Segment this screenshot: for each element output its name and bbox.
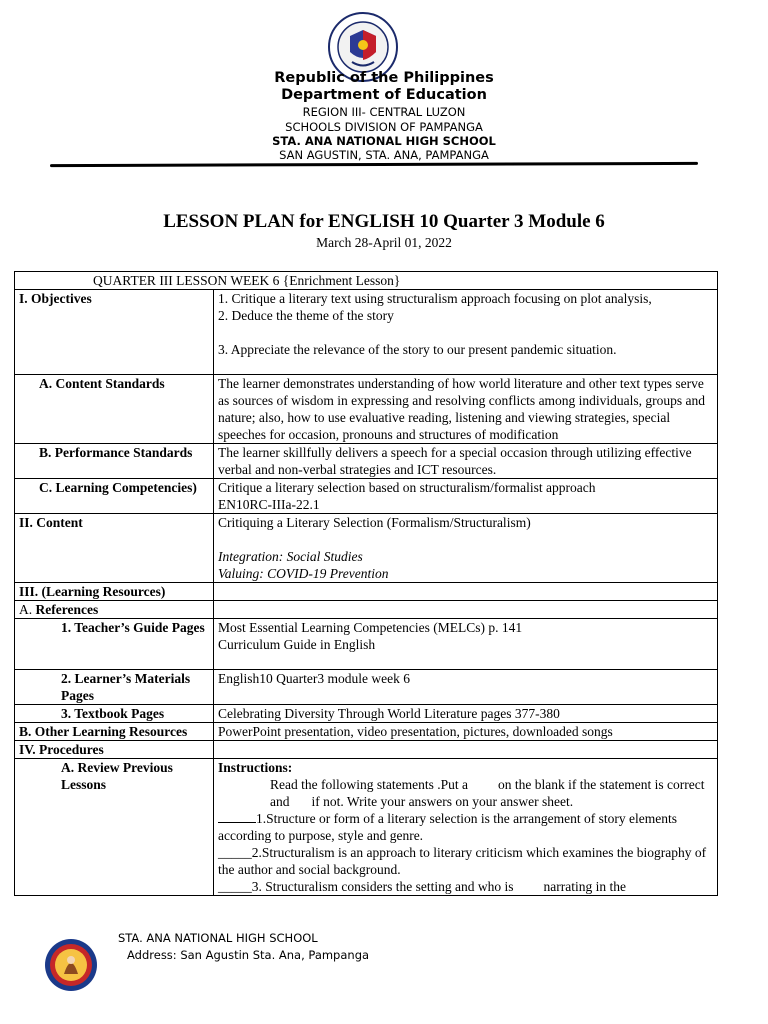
learning-competencies-label: C. Learning Competencies) [15, 479, 214, 514]
textbook-label: 3. Textbook Pages [15, 705, 214, 723]
school-seal-logo [44, 938, 98, 992]
table-row [15, 670, 718, 705]
header-address: SAN AGUSTIN, STA. ANA, PAMPANGA [279, 148, 489, 162]
competency-code: EN10RC-IIIa-22.1 [218, 497, 320, 512]
table-row [15, 272, 718, 290]
teachers-guide-text-2: Curriculum Guide in English [218, 637, 376, 652]
header-school: STA. ANA NATIONAL HIGH SCHOOL [272, 134, 496, 148]
review-cell [214, 759, 718, 896]
question-1 [218, 810, 713, 844]
question-3-text-b: narrating in the [543, 879, 626, 894]
learners-materials-text: English10 Quarter3 module week 6 [214, 670, 718, 705]
header-republic: Republic of the Philippines [274, 70, 494, 86]
question-3-text-a: _____3. Structuralism considers the setting and who is [218, 879, 514, 894]
table-row [15, 444, 718, 479]
textbook-text: Celebrating Diversity Through World Literature pages 377-380 [214, 705, 718, 723]
lesson-plan-date: March 28-April 01, 2022 [316, 235, 452, 250]
competency-text: Critique a literary selection based on structuralism/formalist approach [218, 480, 596, 495]
table-row [15, 619, 718, 670]
header-division: SCHOOLS DIVISION OF PAMPANGA [285, 120, 483, 134]
table-row [15, 723, 718, 741]
instructions-text [218, 776, 713, 810]
table-row [15, 479, 718, 514]
header-department: Department of Education [281, 87, 487, 103]
content-cell [214, 514, 718, 583]
other-resources-label: B. Other Learning Resources [15, 723, 214, 741]
question-2: _____2.Structuralism is an approach to literary criticism which examines the biography of the author and social background. [218, 845, 707, 877]
empty-cell [214, 601, 718, 619]
instr-part-b: on the blank if the statement is correct and [270, 777, 705, 809]
teachers-guide-cell [214, 619, 718, 670]
table-row [15, 514, 718, 583]
content-valuing: Valuing: COVID-19 Prevention [218, 566, 389, 581]
teachers-guide-text-1: Most Essential Learning Competencies (MELCs) p. 141 [218, 620, 523, 635]
objective-1: 1. Critique a literary text using structuralism approach focusing on plot analysis, [218, 291, 652, 306]
lesson-plan-table [14, 271, 718, 896]
references-label-text: References [35, 602, 99, 617]
objectives-label: I. Objectives [15, 290, 214, 375]
references-label: A. References [15, 601, 214, 619]
content-standards-label: A. Content Standards [15, 375, 214, 444]
empty-cell [214, 741, 718, 759]
table-row [15, 375, 718, 444]
answer-blank [218, 811, 256, 823]
other-resources-text: PowerPoint presentation, video presentation, pictures, downloaded songs [214, 723, 718, 741]
teachers-guide-label: 1. Teacher’s Guide Pages [15, 619, 214, 670]
header-divider [50, 162, 698, 167]
performance-standards-label: B. Performance Standards [15, 444, 214, 479]
content-text: Critiquing a Literary Selection (Formalism/Structuralism) [218, 515, 531, 530]
question-1-text: 1.Structure or form of a literary selection is the arrangement of story elements according to purpose, style and genre. [218, 811, 677, 843]
lesson-plan-title: LESSON PLAN for ENGLISH 10 Quarter 3 Module 6 [163, 211, 605, 232]
performance-standards-text: The learner skillfully delivers a speech for a special occasion through utilizing effective verbal and non-verbal strategies and ICT resources. [214, 444, 718, 479]
instr-part-c: if not. Write your answers on your answer sheet. [311, 794, 574, 809]
week-header: QUARTER III LESSON WEEK 6 {Enrichment Lesson} [15, 272, 718, 290]
content-label: II. Content [15, 514, 214, 583]
learning-competencies-cell [214, 479, 718, 514]
table-row [15, 290, 718, 375]
review-label: A. Review Previous Lessons [15, 759, 214, 896]
instr-part-a: Read the following statements .Put a [270, 777, 468, 792]
content-standards-text: The learner demonstrates understanding of how world literature and other text types serve as sources of wisdom in expressing and resolving conflicts among individuals, groups and nature; also, how to use evaluative reading, listening and viewing strategies, special speeches for occasion, pronouns and structures of modification [214, 375, 718, 444]
objective-3: 3. Appreciate the relevance of the story to our present pandemic situation. [218, 342, 617, 357]
procedures-label: IV. Procedures [15, 741, 214, 759]
content-integration: Integration: Social Studies [218, 549, 363, 564]
question-3 [218, 878, 713, 895]
table-row [15, 601, 718, 619]
table-row [15, 705, 718, 723]
learners-materials-label: 2. Learner’s Materials Pages [15, 670, 214, 705]
table-row [15, 583, 718, 601]
learning-resources-label: III. (Learning Resources) [15, 583, 214, 601]
empty-cell [214, 583, 718, 601]
instructions-title: Instructions: [218, 760, 293, 775]
table-row [15, 759, 718, 896]
table-row [15, 741, 718, 759]
objectives-cell [214, 290, 718, 375]
footer-school: STA. ANA NATIONAL HIGH SCHOOL [118, 931, 318, 945]
footer-address: Address: San Agustin Sta. Ana, Pampanga [127, 948, 370, 962]
header-region: REGION III- CENTRAL LUZON [302, 105, 466, 119]
objective-2: 2. Deduce the theme of the story [218, 308, 394, 323]
